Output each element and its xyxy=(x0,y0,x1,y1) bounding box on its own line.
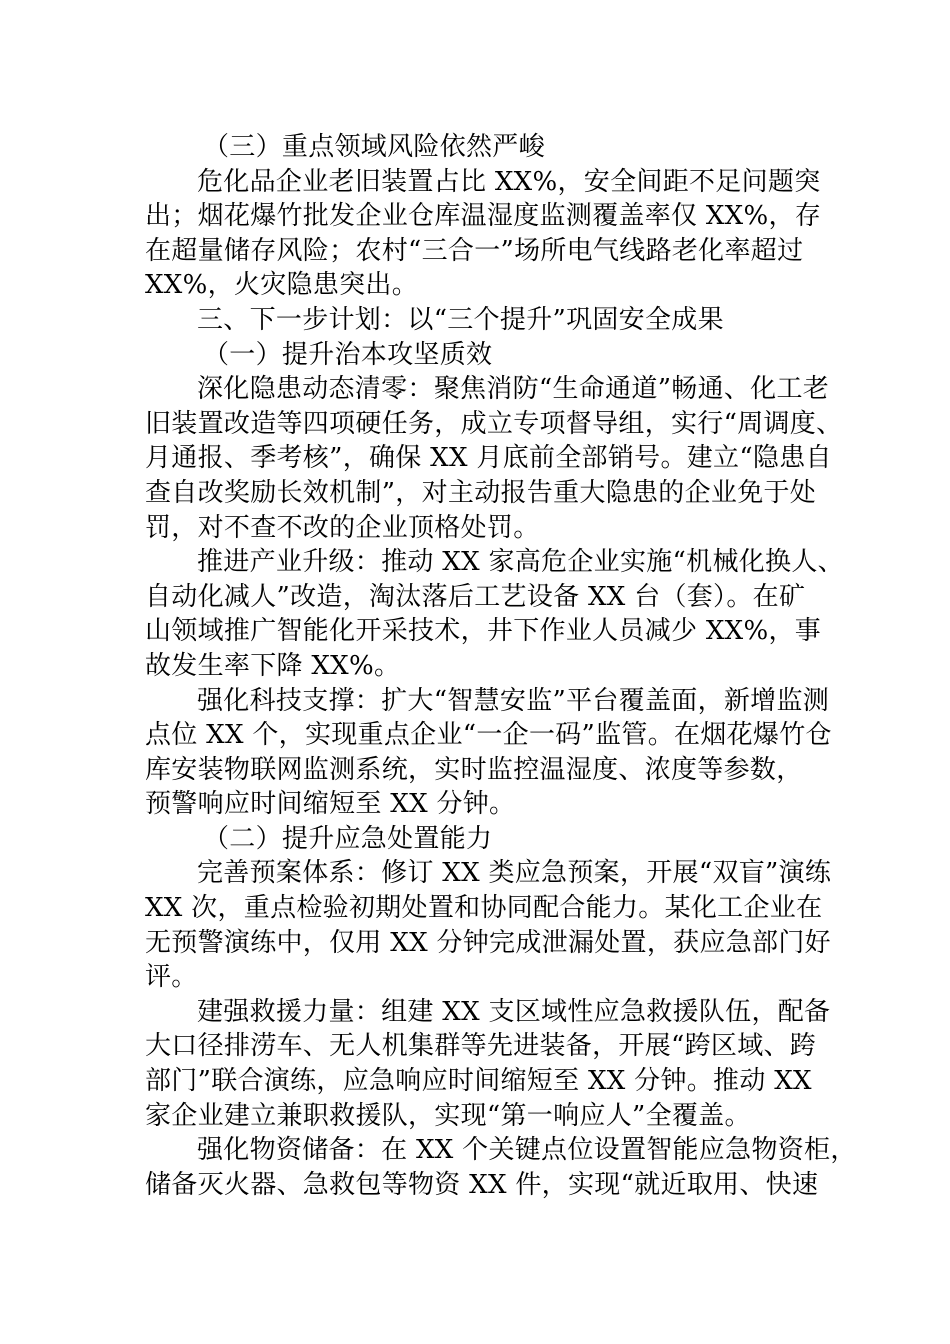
paragraph-line: 预警响应时间缩短至 XX 分钟。 xyxy=(145,789,516,820)
paragraph-line: 自动化减人”改造，淘汰落后工艺设备 XX 台（套）。在矿 xyxy=(145,581,806,612)
paragraph-line: 月通报、季考核”，确保 XX 月底前全部销号。建立“隐患自 xyxy=(145,443,832,474)
paragraph-line: 危化品企业老旧装置占比 XX%，安全间距不足问题突 xyxy=(197,166,821,197)
paragraph-line: 在超量储存风险；农村“三合一”场所电气线路老化率超过 xyxy=(145,235,804,266)
paragraph-line: 部门”联合演练，应急响应时间缩短至 XX 分钟。推动 XX xyxy=(145,1066,812,1097)
paragraph-line: 家企业建立兼职救援队，实现“第一响应人”全覆盖。 xyxy=(145,1100,751,1131)
document-page xyxy=(145,130,857,1202)
paragraph-line: 无预警演练中，仅用 XX 分钟完成泄漏处置，获应急部门好 xyxy=(145,927,831,958)
paragraph-line: 大口径排涝车、无人机集群等先进装备，开展“跨区域、跨 xyxy=(145,1031,817,1062)
subsection-heading-3: （三）重点领域风险依然严峻 xyxy=(203,132,545,162)
paragraph-line: 旧装置改造等四项硬任务，成立专项督导组，实行“周调度、 xyxy=(145,408,843,439)
paragraph-line: 故发生率下降 XX%。 xyxy=(145,650,401,681)
paragraph-line: 深化隐患动态清零：聚焦消防“生命通道”畅通、化工老 xyxy=(197,374,830,405)
paragraph-line: 查自改奖励长效机制”，对主动报告重大隐患的企业免于处 xyxy=(145,477,817,508)
paragraph-line: 点位 XX 个，实现重点企业“一企一码”监管。在烟花爆竹仓 xyxy=(145,720,832,751)
paragraph-line: 评。 xyxy=(145,962,198,993)
paragraph-line: 强化物资储备：在 XX 个关键点位设置智能应急物资柜， xyxy=(197,1135,857,1166)
paragraph-line: 储备灭火器、急救包等物资 XX 件，实现“就近取用、快速 xyxy=(145,1169,819,1200)
paragraph-line: 强化科技支撑：扩大“智慧安监”平台覆盖面，新增监测 xyxy=(197,685,830,716)
paragraph-line: 罚，对不查不改的企业顶格处罚。 xyxy=(145,512,540,543)
subsection-heading-1: （一）提升治本攻坚质效 xyxy=(203,339,493,370)
subsection-heading-2: （二）提升应急处置能力 xyxy=(203,823,493,854)
paragraph-line: XX%，火灾隐患突出。 xyxy=(145,270,419,301)
paragraph-line: XX 次，重点检验初期处置和协同配合能力。某化工企业在 xyxy=(145,893,823,924)
paragraph-line: 推进产业升级：推动 XX 家高危企业实施“机械化换人、 xyxy=(197,547,844,578)
paragraph-line: 出；烟花爆竹批发企业仓库温湿度监测覆盖率仅 XX%，存 xyxy=(145,201,822,232)
section-heading-next-plan: 三、下一步计划：以“三个提升”巩固安全成果 xyxy=(197,304,724,335)
paragraph-line: 建强救援力量：组建 XX 支区域性应急救援队伍，配备 xyxy=(197,996,831,1027)
paragraph-line: 库安装物联网监测系统，实时监控温湿度、浓度等参数， xyxy=(145,754,803,785)
paragraph-line: 完善预案体系：修订 XX 类应急预案，开展“双盲”演练 xyxy=(197,858,832,889)
paragraph-line: 山领域推广智能化开采技术，井下作业人员减少 XX%，事 xyxy=(145,616,822,647)
